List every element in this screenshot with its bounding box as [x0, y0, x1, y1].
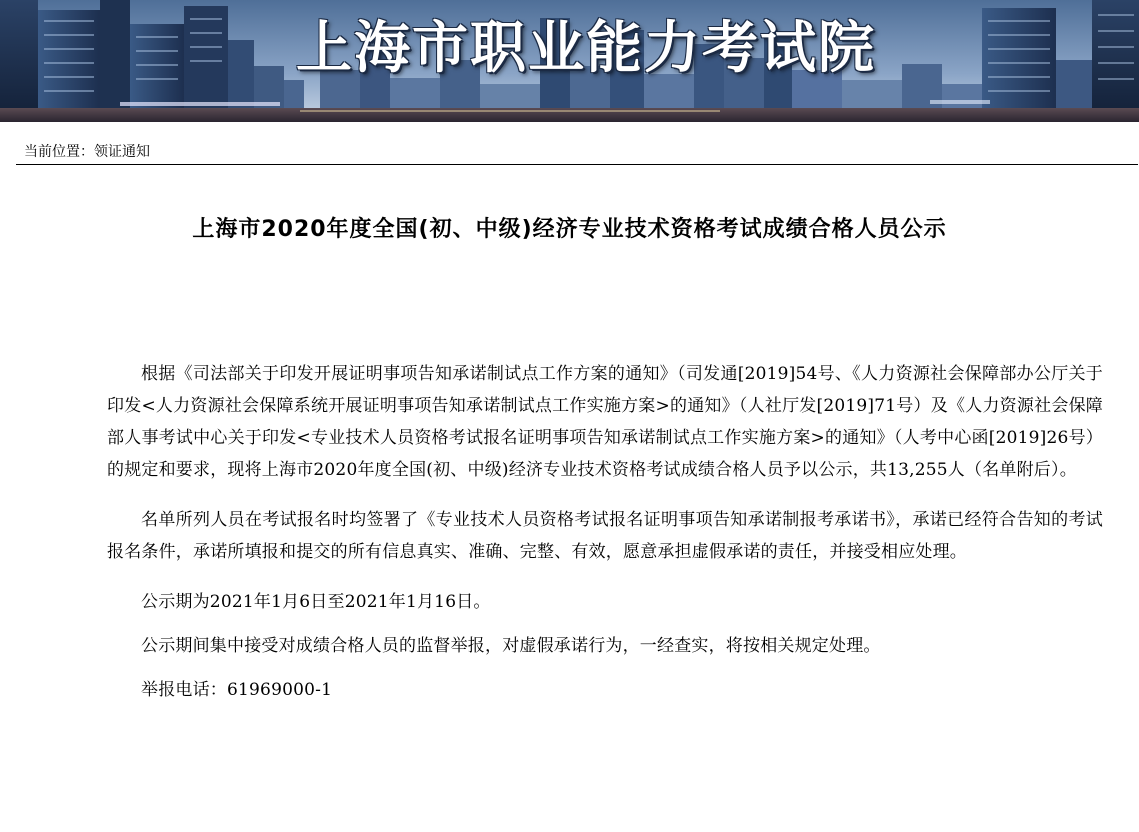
paragraph-commitment: 名单所列人员在考试报名时均签署了《专业技术人员资格考试报名证明事项告知承诺制报考承诺书》，承诺已经符合告知的考试报名条件，承诺所填报和提交的所有信息真实、准确、完整、有效，愿意承担虚假承诺的责任，并接受相应处理。 — [107, 510, 1103, 562]
breadcrumb — [16, 140, 1138, 165]
article-title: 上海市2020年度全国(初、中级)经济专业技术资格考试成绩合格人员公示 — [192, 217, 947, 242]
paragraph-period: 公示期为2021年1月6日至2021年1月16日。 — [141, 592, 491, 612]
breadcrumb-label: 当前位置： — [24, 144, 94, 160]
paragraph-supervision: 公示期间集中接受对成绩合格人员的监督举报，对虚假承诺行为，一经查实，将按相关规定处理。 — [141, 636, 881, 656]
paragraph-hotline: 举报电话：61969000-1 — [141, 680, 333, 700]
breadcrumb-container — [24, 144, 150, 160]
site-banner — [0, 0, 1139, 122]
site-title: 上海市职业能力考试院 — [296, 15, 876, 81]
breadcrumb-current-link[interactable]: 领证通知 — [94, 144, 150, 160]
article-body — [107, 358, 1103, 718]
paragraph-basis: 根据《司法部关于印发开展证明事项告知承诺制试点工作方案的通知》（司发通[2019]54号、《人力资源社会保障部办公厅关于印发<人力资源社会保障系统开展证明事项告知承诺制试点工作实施方案>的通知》（人社厅发[2019]71号）及《人力资源社会保障部人事考试中心关于印发<专业技术人员资格考试报名证明事项告知承诺制试点工作实施方案>的通知》（人考中心函[2019]26号）的规定和要求，现将上海市2020年度全国(初、中级)经济专业技术资格考试成绩合格人员予以公示，共13,255人（名单附后）。 — [107, 364, 1103, 480]
